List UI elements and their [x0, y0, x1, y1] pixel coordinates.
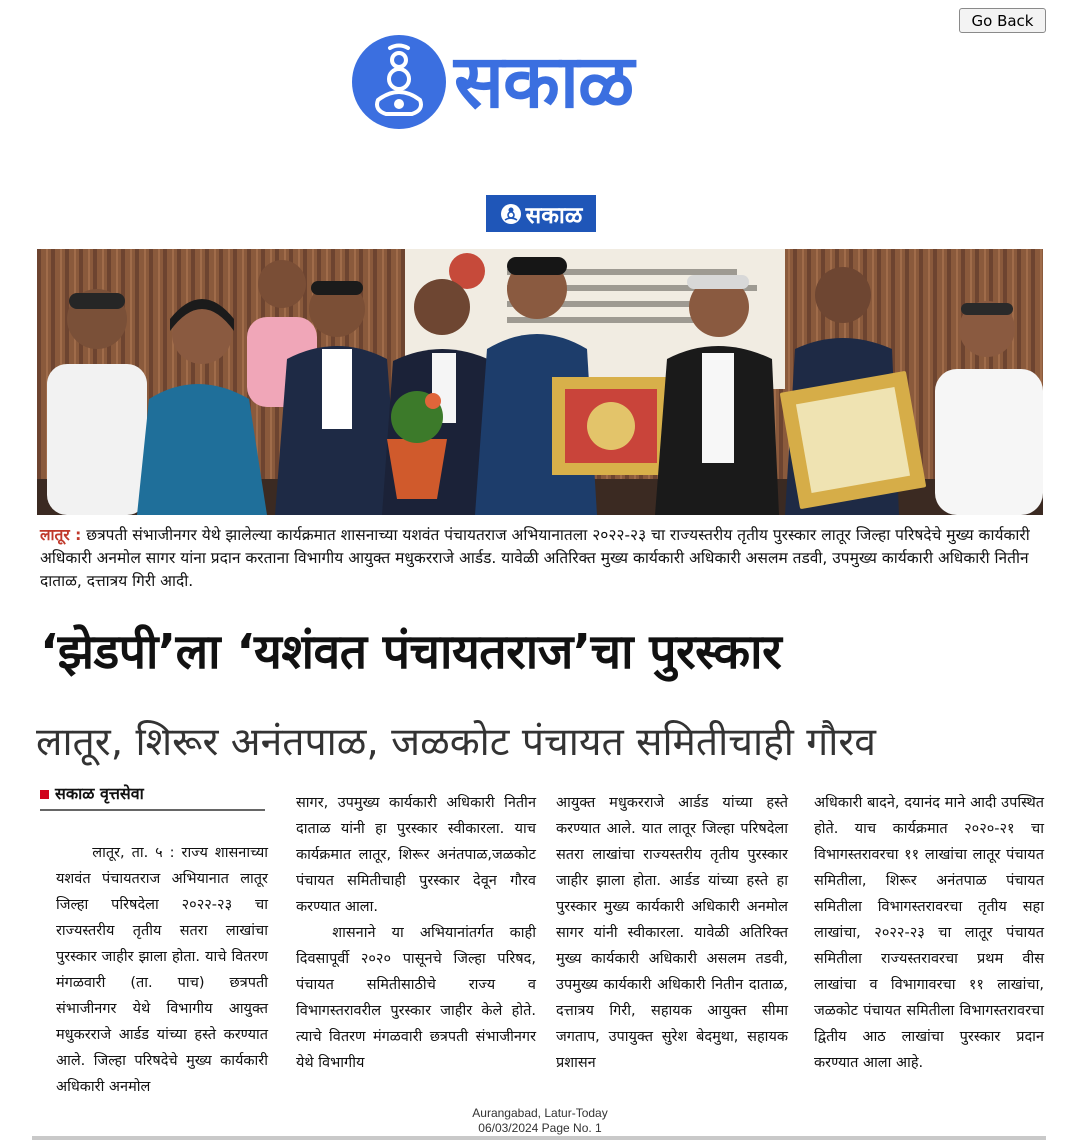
article-column-2 — [296, 790, 536, 1076]
go-back-button[interactable]: Go Back — [959, 8, 1046, 33]
masthead — [352, 34, 732, 130]
small-logo-icon — [500, 203, 522, 225]
caption-place: लातूर : — [40, 526, 82, 544]
masthead-brand: सकाळ — [454, 39, 634, 125]
article-headline: ‘झेडपी’ला ‘यशंवत पंचायतराज’चा पुरस्कार — [40, 624, 782, 680]
small-brand-logo — [486, 195, 596, 232]
byline-text: सकाळ वृत्तसेवा — [55, 784, 144, 803]
article-paragraph: आयुक्त मधुकरराजे आर्डड यांच्या हस्ते करण्यात आले. यात लातूर जिल्हा परिषदेला सतरा लाखांचा राज्यस्तरीय तृतीय पुरस्कार जाहीर झाला होता. आर्डड यांच्या हस्ते हा पुरस्कार मुख्य कार्यकारी अधिकारी अनमोल सागर यांनी स्वीकारला. यावेळी अतिरिक्त मुख्य कार्यकारी अधिकारी असलम तडवी, उपमुख्य कार्यकारी अधिकारी नितीन दाताळ, दत्तात्रय गिरी, सहायक आयुक्त सीमा जगताप, उपायुक्त सुरेश बेदमुथा, सहायक प्रशासन — [556, 795, 788, 1071]
red-square-bullet-icon — [40, 790, 49, 799]
byline — [40, 782, 265, 811]
article-subheadline: लातूर, शिरूर अनंतपाळ, जळकोट पंचायत समितीचाही गौरव — [36, 720, 876, 765]
meditating-figure-logo-icon — [352, 35, 446, 129]
article-paragraph: शासनाने या अभियानांतर्गत काही दिवसापूर्वी २०२० पासूनचे जिल्हा परिषद, पंचायत समितीसाठीचे राज्य व विभागस्तरावरील पुरस्कार जाहीर केले होते. त्याचे वितरण मंगळवारी छत्रपती संभाजीनगर येथे विभागीय — [296, 925, 536, 1071]
edition-name: Aurangabad, Latur-Today — [472, 1106, 608, 1120]
caption-text: छत्रपती संभाजीनगर येथे झालेल्या कार्यक्रमात शासनाच्या यशवंत पंचायतराज अभियानातला २०२२-२३ चा राज्यस्तरीय तृतीय पुरस्कार लातूर जिल्हा परिषदेचे मुख्य कार्यकारी अधिकारी अनमोल सागर यांना प्रदान करताना विभागीय आयुक्त मधुकरराजे आर्डड. यावेळी अतिरिक्त मुख्य कार्यकारी अधिकारी असलम तडवी, उपमुख्य कार्यकारी अधिकारी नितीन दाताळ, दत्तात्रय गिरी आदी. — [40, 526, 1030, 590]
article-column-1 — [56, 840, 268, 1100]
edition-date-page: 06/03/2024 Page No. 1 — [478, 1121, 602, 1135]
photo-caption — [40, 524, 1045, 593]
article-paragraph: अधिकारी बादने, दयानंद माने आदी उपस्थित होते. याच कार्यक्रमात २०२०-२१ चा विभागस्तरावरचा ११ लाखांचा लातूर पंचायत समितीला, शिरूर अनंतपाळ पंचायत समितीला विभागस्तरावरचा तृतीय सहा लाखांचा, २०२२-२३ चा लातूर पंचायत समितीला राज्यस्तरावरचा प्रथम वीस लाखांचा व विभागावरचा ११ लाखांचा, जळकोट पंचायत समितीला विभागस्तरावरचा द्वितीय आठ लाखांचा पुरस्कार प्रदान करण्यात आला आहे. — [814, 795, 1044, 1071]
article-column-4 — [814, 790, 1044, 1076]
small-logo-brand: सकाळ — [525, 202, 583, 229]
article-paragraph: लातूर, ता. ५ : राज्य शासनाच्या यशवंत पंचायतराज अभियानात लातूर जिल्हा परिषदेला २०२२-२३ चा राज्यस्तरीय तृतीय सतरा लाखांचा पुरस्कार जाहीर झाला होता. याचे वितरण मंगळवारी (ता. पाच) छत्रपती संभाजीनगर येथे विभागीय आयुक्त मधुकरराजे आर्डड यांच्या हस्ते करण्यात आले. जिल्हा परिषदेचे मुख्य कार्यकारी अधिकारी अनमोल — [56, 845, 268, 1095]
edition-footer — [430, 1106, 650, 1136]
bottom-divider — [32, 1136, 1046, 1140]
article-column-3 — [556, 790, 788, 1076]
article-paragraph: सागर, उपमुख्य कार्यकारी अधिकारी नितीन दाताळ यांनी हा पुरस्कार स्वीकारला. याच कार्यक्रमात लातूर, शिरूर अनंतपाळ,जळकोट पंचायत समितीचाही पुरस्कार देवून गौरव करण्यात आला. — [296, 795, 536, 915]
award-ceremony-photo — [37, 249, 1043, 515]
